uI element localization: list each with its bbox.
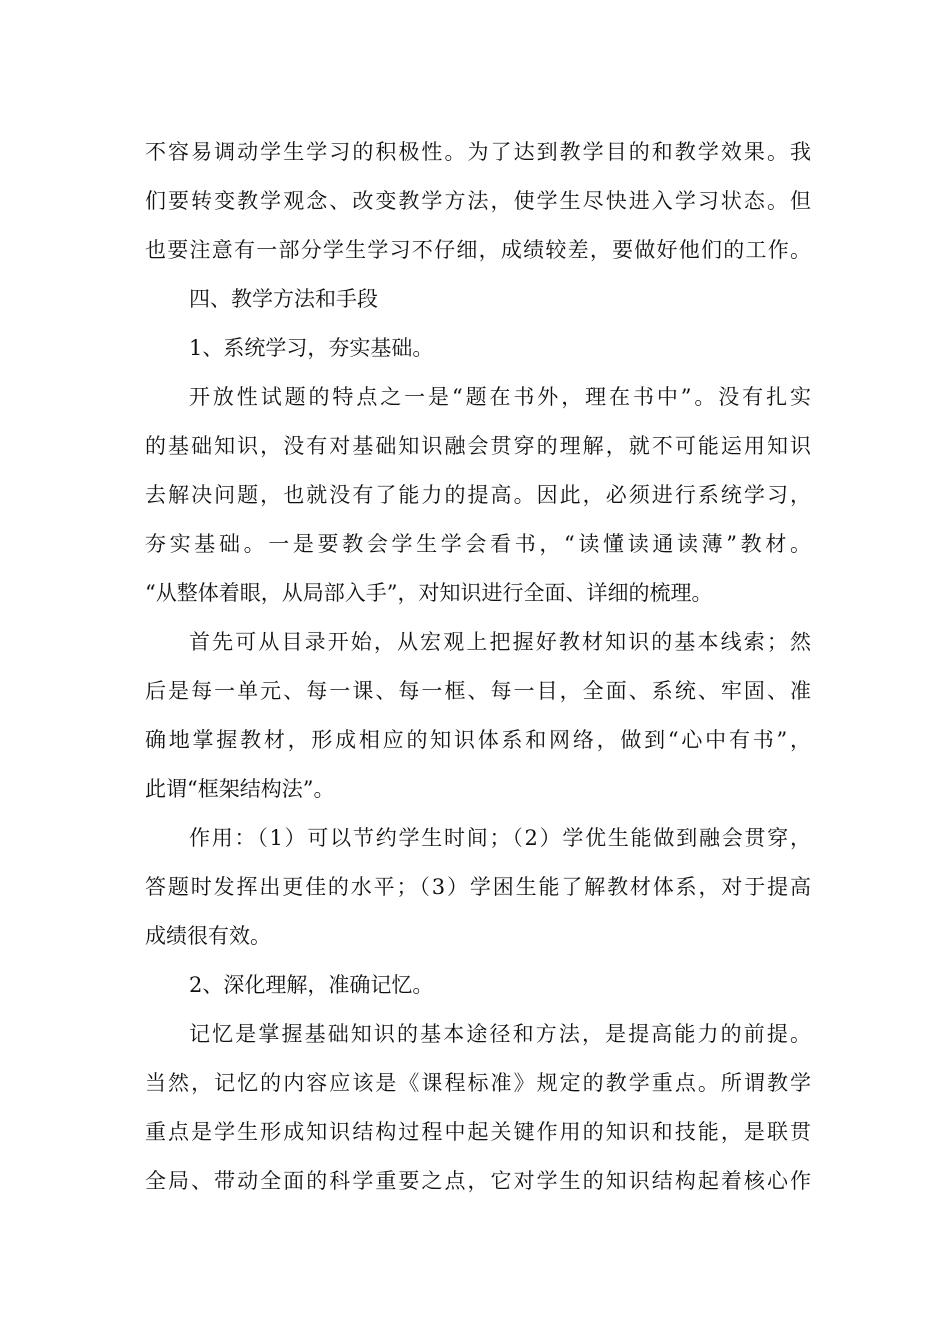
text-line: 后是每一单元、每一课、每一框、每一目，全面、系统、牢固、准 xyxy=(145,679,811,703)
text-line: 成绩很有效。 xyxy=(145,924,271,948)
text-line: 不容易调动学生学习的积极性。为了达到教学目的和教学效果。我 xyxy=(145,140,811,164)
text-line: 确地掌握教材，形成相应的知识体系和网络，做到“心中有书”， xyxy=(145,728,811,752)
text-line: 们要转变教学观念、改变教学方法，使学生尽快进入学习状态。但 xyxy=(145,189,811,213)
text-line: 记忆是掌握基础知识的基本途径和方法，是提高能力的前提。 xyxy=(189,1022,811,1046)
text-line: 去解决问题，也就没有了能力的提高。因此，必须进行系统学习， xyxy=(145,483,811,507)
section-heading: 四、教学方法和手段 xyxy=(189,287,378,311)
text-line: 作用：（1）可以节约学生时间；（2）学优生能做到融会贯穿， xyxy=(189,826,811,850)
text-line: 重点是学生形成知识结构过程中起关键作用的知识和技能，是联贯 xyxy=(145,1120,811,1144)
text-line: 此谓“框架结构法”。 xyxy=(145,777,335,801)
text-line: 的基础知识，没有对基础知识融会贯穿的理解，就不可能运用知识 xyxy=(145,434,811,458)
text-line: “从整体着眼，从局部入手”，对知识进行全面、详细的梳理。 xyxy=(145,581,713,605)
text-line: 全局、带动全面的科学重要之点，它对学生的知识结构起着核心作 xyxy=(145,1169,811,1193)
text-line: 也要注意有一部分学生学习不仔细，成绩较差，要做好他们的工作。 xyxy=(145,238,811,262)
text-line: 开放性试题的特点之一是“题在书外，理在书中”。没有扎实 xyxy=(189,385,811,409)
text-line: 答题时发挥出更佳的水平；（3）学困生能了解教材体系，对于提高 xyxy=(145,875,811,899)
text-line: 夯实基础。一是要教会学生学会看书，“读懂读通读薄”教材。 xyxy=(145,532,811,556)
text-line: 当然，记忆的内容应该是《课程标准》规定的教学重点。所谓教学 xyxy=(145,1071,811,1095)
document-body xyxy=(145,128,811,1206)
subsection-heading: 2、深化理解，准确记忆。 xyxy=(189,973,434,997)
subsection-heading: 1、系统学习，夯实基础。 xyxy=(189,336,434,360)
text-line: 首先可从目录开始，从宏观上把握好教材知识的基本线索；然 xyxy=(189,630,811,654)
